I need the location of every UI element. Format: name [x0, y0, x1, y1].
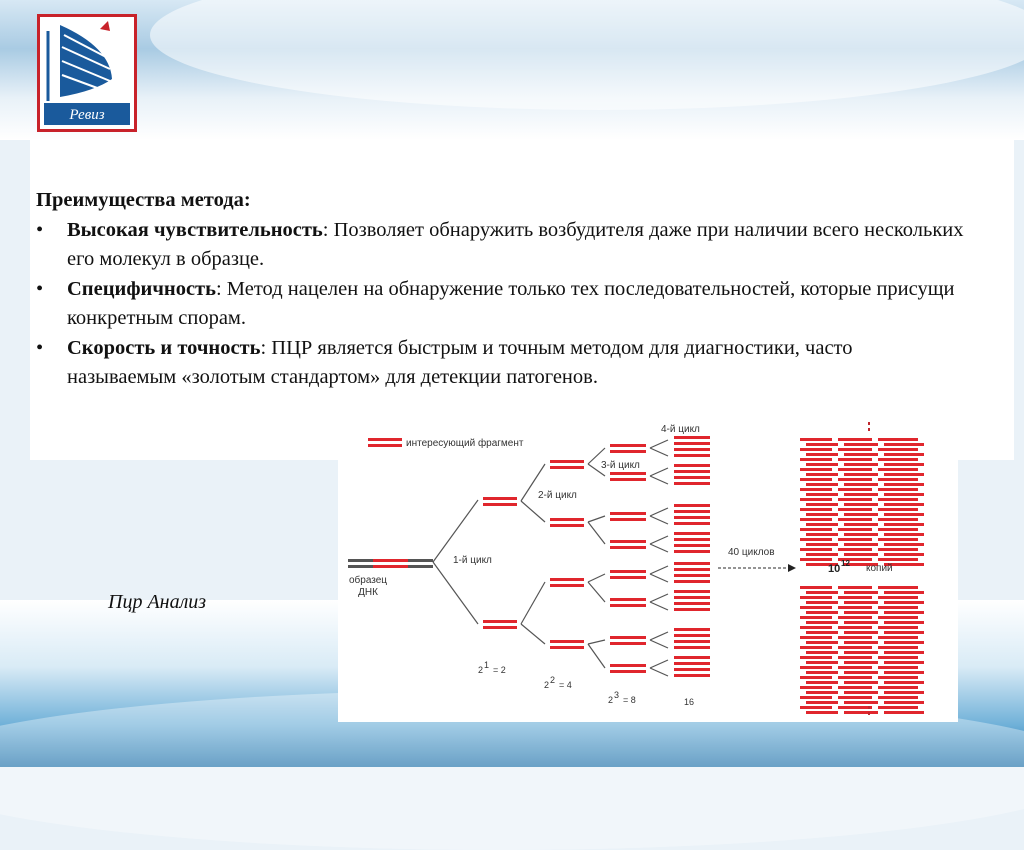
branch-line	[650, 574, 668, 582]
copy-fragment	[884, 601, 924, 604]
sample-label: образец	[348, 575, 388, 586]
copy-fragment	[884, 711, 924, 714]
branch-line	[588, 644, 605, 668]
copy-fragment	[806, 443, 838, 446]
branch-line	[588, 516, 605, 522]
copy-fragment	[884, 591, 924, 594]
copy-fragment	[800, 438, 832, 441]
copy-fragment	[844, 681, 878, 684]
cycle2-fragment	[550, 646, 584, 649]
copy-fragment	[878, 666, 918, 669]
copy-fragment	[878, 636, 918, 639]
copy-fragment	[800, 478, 832, 481]
copy-fragment	[878, 438, 918, 441]
branch-line	[650, 516, 668, 524]
cycle3-fragment	[610, 664, 646, 667]
arrow-head-icon	[788, 564, 796, 572]
legend-fragment	[368, 444, 402, 447]
branch-line	[650, 476, 668, 484]
cycle3-fragment	[610, 636, 646, 639]
copy-fragment	[838, 696, 872, 699]
copy-fragment	[806, 503, 838, 506]
branch-line	[650, 632, 668, 640]
copy-fragment	[844, 691, 878, 694]
list-item	[36, 275, 966, 334]
cycle4-fragment	[674, 510, 710, 513]
copy-fragment	[806, 621, 838, 624]
logo-text: Ревиз	[69, 107, 105, 123]
branch-line	[588, 522, 605, 544]
copy-fragment	[884, 473, 924, 476]
copy-fragment	[838, 586, 872, 589]
copy-fragment	[884, 631, 924, 634]
branch-line	[650, 536, 668, 544]
copy-fragment	[838, 538, 872, 541]
copy-fragment	[884, 463, 924, 466]
bullet-text: : ПЦР является быстрым и точным методом для диагностики, часто называемым «золотым стандартом» для детекции патогенов.	[67, 336, 853, 388]
branch-line	[650, 594, 668, 602]
copy-fragment	[878, 706, 918, 709]
cycle4-fragment	[674, 562, 710, 565]
copy-fragment	[806, 523, 838, 526]
branch-line	[521, 624, 545, 644]
branch-line	[650, 448, 668, 456]
copy-fragment	[800, 666, 832, 669]
copy-fragment	[838, 528, 872, 531]
copy-fragment	[806, 553, 838, 556]
sample-fragment	[373, 565, 408, 568]
copy-fragment	[806, 591, 838, 594]
copy-fragment	[800, 656, 832, 659]
cycle4-fragment	[674, 656, 710, 659]
bullet: •	[36, 218, 44, 241]
copy-fragment	[806, 691, 838, 694]
copy-fragment	[878, 548, 918, 551]
cycle3-fragment	[610, 570, 646, 573]
copy-fragment	[806, 711, 838, 714]
copy-fragment	[838, 548, 872, 551]
copy-fragment	[838, 636, 872, 639]
cycle3-fragment	[610, 546, 646, 549]
copy-fragment	[844, 523, 878, 526]
cycle4-fragment	[674, 516, 710, 519]
copy-fragment	[806, 601, 838, 604]
sample-fragment	[373, 559, 408, 562]
list-item	[36, 334, 966, 393]
copy-fragment	[838, 656, 872, 659]
copy-fragment	[800, 646, 832, 649]
copy-fragment	[838, 508, 872, 511]
pcr-diagram-svg	[338, 418, 958, 722]
copy-fragment	[838, 666, 872, 669]
copy-fragment	[800, 636, 832, 639]
cycle2-label: 2-й цикл	[538, 490, 577, 501]
advantages-heading: Преимущества метода:	[36, 189, 251, 211]
copy-fragment	[806, 641, 838, 644]
copy-fragment	[800, 538, 832, 541]
copy-fragment	[806, 543, 838, 546]
advantages-list	[36, 216, 966, 393]
copy-fragment	[800, 498, 832, 501]
branch-line	[650, 440, 668, 448]
branch-line	[650, 640, 668, 648]
copy-fragment	[806, 473, 838, 476]
copy-fragment	[884, 513, 924, 516]
copy-fragment	[806, 671, 838, 674]
copies-base: 10	[828, 563, 841, 575]
branch-line	[588, 640, 605, 644]
copy-fragment	[844, 493, 878, 496]
cycle3-fragment	[610, 540, 646, 543]
cycle4-fragment	[674, 634, 710, 637]
cycle4-label: 4-й цикл	[661, 424, 700, 435]
branch-line	[433, 562, 478, 624]
copy-fragment	[878, 646, 918, 649]
copy-fragment	[878, 498, 918, 501]
copy-fragment	[878, 696, 918, 699]
copy-fragment	[806, 701, 838, 704]
branch-line	[650, 660, 668, 668]
copy-fragment	[844, 483, 878, 486]
copy-fragment	[878, 538, 918, 541]
cycle2-fragment	[550, 584, 584, 587]
copy-fragment	[884, 443, 924, 446]
copy-fragment	[838, 468, 872, 471]
cycle3-fragment	[610, 444, 646, 447]
copy-fragment	[844, 553, 878, 556]
copy-fragment	[878, 558, 918, 561]
cycle4-fragment	[674, 628, 710, 631]
copy-fragment	[838, 646, 872, 649]
copy-fragment	[806, 493, 838, 496]
copy-fragment	[844, 671, 878, 674]
copy-fragment	[878, 448, 918, 451]
copy-fragment	[838, 478, 872, 481]
copy-fragment	[800, 626, 832, 629]
cycle3-fragment	[610, 642, 646, 645]
legend-fragment	[368, 438, 402, 441]
copy-fragment	[806, 631, 838, 634]
copy-fragment	[838, 706, 872, 709]
continuation-dot	[868, 712, 870, 715]
cycle4-fragment	[674, 538, 710, 541]
cycle4-fragment	[674, 454, 710, 457]
cycle4-fragment	[674, 608, 710, 611]
branch-line	[521, 501, 545, 522]
copy-fragment	[878, 586, 918, 589]
branch-line	[650, 668, 668, 676]
copy-fragment	[800, 586, 832, 589]
copies-label: копий	[866, 563, 893, 574]
count-cycle3-exp: 3	[614, 690, 620, 700]
cycle4-fragment	[674, 550, 710, 553]
cycle2-fragment	[550, 640, 584, 643]
bullet: •	[36, 336, 44, 359]
copy-fragment	[878, 686, 918, 689]
copy-fragment	[878, 606, 918, 609]
copy-fragment	[844, 453, 878, 456]
cycle3-fragment	[610, 478, 646, 481]
cycle3-label: 3-й цикл	[601, 460, 640, 471]
copy-fragment	[884, 691, 924, 694]
copy-fragment	[800, 508, 832, 511]
cycle1-fragment	[483, 503, 517, 506]
count-cycle2-base: 2	[544, 680, 550, 690]
cycle4-fragment	[674, 574, 710, 577]
cycle2-fragment	[550, 518, 584, 521]
ship-sail-icon	[40, 17, 134, 129]
copy-fragment	[884, 483, 924, 486]
branch-line	[650, 468, 668, 476]
cycle3-fragment	[610, 604, 646, 607]
copy-fragment	[844, 611, 878, 614]
cycle4-fragment	[674, 442, 710, 445]
branch-line	[650, 544, 668, 552]
continuation-dot	[868, 706, 870, 709]
branch-line	[433, 500, 478, 562]
cycle3-fragment	[610, 598, 646, 601]
cycle4-fragment	[674, 470, 710, 473]
legend-label: интересующий фрагмент	[406, 438, 524, 449]
copy-fragment	[884, 523, 924, 526]
copy-fragment	[884, 681, 924, 684]
copy-fragment	[806, 651, 838, 654]
cycle2-fragment	[550, 460, 584, 463]
copy-fragment	[884, 671, 924, 674]
copy-fragment	[878, 528, 918, 531]
copy-fragment	[844, 513, 878, 516]
copy-fragment	[800, 528, 832, 531]
count-cycle2-value: = 4	[559, 680, 572, 690]
copy-fragment	[800, 448, 832, 451]
copy-fragment	[884, 701, 924, 704]
copy-fragment	[844, 661, 878, 664]
copy-fragment	[806, 533, 838, 536]
continuation-dot	[868, 428, 870, 431]
image-caption: Пцр Анализ	[108, 591, 207, 613]
copy-fragment	[800, 696, 832, 699]
cycle4-fragment	[674, 668, 710, 671]
cycle3-fragment	[610, 512, 646, 515]
branch-line	[521, 582, 545, 624]
copy-fragment	[884, 611, 924, 614]
count-cycle1-exp: 1	[484, 660, 490, 670]
copy-fragment	[884, 621, 924, 624]
dna-label: ДНК	[358, 587, 378, 598]
cycle4-fragment	[674, 504, 710, 507]
cycle2-fragment	[550, 578, 584, 581]
cycle4-fragment	[674, 532, 710, 535]
pcr-diagram	[338, 418, 958, 722]
count-cycle3-base: 2	[608, 695, 614, 705]
copy-fragment	[884, 543, 924, 546]
cycle4-fragment	[674, 646, 710, 649]
copy-fragment	[800, 606, 832, 609]
bullet-term: Высокая чувствительность	[67, 218, 323, 241]
cycle2-fragment	[550, 524, 584, 527]
copy-fragment	[844, 533, 878, 536]
copy-fragment	[838, 488, 872, 491]
copy-fragment	[800, 596, 832, 599]
copy-fragment	[806, 513, 838, 516]
revis-logo	[37, 14, 137, 132]
continuation-dot	[868, 422, 870, 425]
cycle4-fragment	[674, 568, 710, 571]
branch-line	[650, 508, 668, 516]
copies-exponent: 12	[841, 559, 850, 568]
bullet-text: : Метод нацелен на обнаружение только тех последовательностей, которые присущи конкретным спорам.	[67, 277, 955, 329]
copy-fragment	[806, 453, 838, 456]
count-cycle1-value: = 2	[493, 665, 506, 675]
copy-fragment	[844, 631, 878, 634]
cycle1-fragment	[483, 620, 517, 623]
copy-fragment	[838, 438, 872, 441]
count-cycle1-base: 2	[478, 665, 484, 675]
cycle1-label: 1-й цикл	[453, 555, 492, 566]
copy-fragment	[800, 488, 832, 491]
copy-fragment	[800, 706, 832, 709]
copy-fragment	[884, 453, 924, 456]
copy-fragment	[844, 651, 878, 654]
count-cycle4: 16	[684, 697, 695, 707]
cycle1-fragment	[483, 497, 517, 500]
branch-line	[650, 602, 668, 610]
copy-fragment	[844, 601, 878, 604]
bullet: •	[36, 277, 44, 300]
copy-fragment	[884, 651, 924, 654]
cycle4-fragment	[674, 602, 710, 605]
copy-fragment	[800, 686, 832, 689]
copy-fragment	[800, 518, 832, 521]
copy-fragment	[878, 458, 918, 461]
copy-fragment	[844, 621, 878, 624]
copy-fragment	[884, 533, 924, 536]
copy-fragment	[838, 596, 872, 599]
copy-fragment	[844, 701, 878, 704]
cycle4-fragment	[674, 580, 710, 583]
copy-fragment	[844, 473, 878, 476]
branch-line	[588, 574, 605, 582]
copy-fragment	[838, 498, 872, 501]
copy-fragment	[838, 606, 872, 609]
cycle4-fragment	[674, 522, 710, 525]
copy-fragment	[878, 656, 918, 659]
copy-fragment	[800, 458, 832, 461]
cycle4-fragment	[674, 436, 710, 439]
copy-fragment	[844, 711, 878, 714]
bullet-text: : Позволяет обнаружить возбудителя даже при наличии всего нескольких его молекул в образце.	[67, 218, 964, 270]
cycle4-fragment	[674, 640, 710, 643]
copy-fragment	[800, 616, 832, 619]
copy-fragment	[838, 626, 872, 629]
cycle2-fragment	[550, 466, 584, 469]
cycle4-fragment	[674, 590, 710, 593]
copy-fragment	[844, 591, 878, 594]
branch-line	[650, 566, 668, 574]
copy-fragment	[844, 641, 878, 644]
count-cycle3-value: = 8	[623, 695, 636, 705]
copy-fragment	[878, 596, 918, 599]
copy-fragment	[878, 626, 918, 629]
copy-fragment	[838, 518, 872, 521]
copy-fragment	[884, 641, 924, 644]
copy-fragment	[838, 458, 872, 461]
copy-fragment	[844, 463, 878, 466]
branch-line	[588, 582, 605, 602]
cycle4-fragment	[674, 476, 710, 479]
copy-fragment	[878, 616, 918, 619]
cycle4-fragment	[674, 596, 710, 599]
cycle3-fragment	[610, 670, 646, 673]
copy-fragment	[844, 443, 878, 446]
copy-fragment	[878, 488, 918, 491]
cycle4-fragment	[674, 662, 710, 665]
cycle4-fragment	[674, 674, 710, 677]
copy-fragment	[838, 616, 872, 619]
bullet-term: Специфичность	[67, 277, 216, 300]
forty-cycles-label: 40 циклов	[728, 547, 775, 558]
bullet-term: Скорость и точность	[67, 336, 261, 359]
copy-fragment	[838, 676, 872, 679]
copy-fragment	[806, 463, 838, 466]
cycle4-fragment	[674, 448, 710, 451]
copy-fragment	[884, 553, 924, 556]
copy-fragment	[806, 611, 838, 614]
cycle3-fragment	[610, 518, 646, 521]
copy-fragment	[878, 478, 918, 481]
count-cycle2-exp: 2	[550, 675, 556, 685]
copy-fragment	[844, 543, 878, 546]
advantages-block	[36, 186, 966, 393]
copy-fragment	[884, 493, 924, 496]
copy-fragment	[800, 558, 832, 561]
copy-fragment	[800, 468, 832, 471]
copy-fragment	[884, 503, 924, 506]
cycle4-fragment	[674, 464, 710, 467]
copy-fragment	[844, 503, 878, 506]
cycle4-fragment	[674, 544, 710, 547]
copy-fragment	[878, 518, 918, 521]
copy-fragment	[806, 661, 838, 664]
copy-fragment	[800, 676, 832, 679]
copy-fragment	[800, 548, 832, 551]
cycle3-fragment	[610, 450, 646, 453]
cycle1-fragment	[483, 626, 517, 629]
copy-fragment	[884, 661, 924, 664]
copy-fragment	[838, 686, 872, 689]
copy-fragment	[806, 483, 838, 486]
cycle3-fragment	[610, 576, 646, 579]
copy-fragment	[806, 681, 838, 684]
copy-fragment	[878, 468, 918, 471]
list-item	[36, 216, 966, 275]
cycle3-fragment	[610, 472, 646, 475]
copy-fragment	[878, 508, 918, 511]
copy-fragment	[878, 676, 918, 679]
cycle4-fragment	[674, 482, 710, 485]
copy-fragment	[838, 448, 872, 451]
